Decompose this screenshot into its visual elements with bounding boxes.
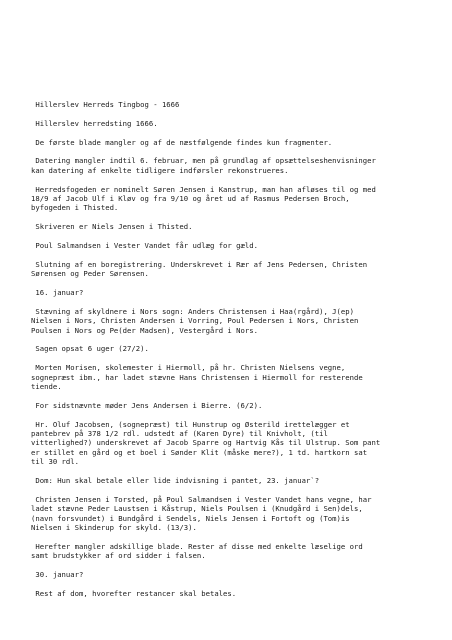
text-paragraph (31, 401, 431, 410)
text-line: Datering mangler indtil 6. februar, men på grundlag af opsættelseshenvisninger (31, 156, 376, 166)
document-page (31, 100, 431, 608)
text-paragraph (31, 222, 431, 231)
text-line: Morten Morisen, skolemester i Hiermoll, på hr. Christen Nielsens vegne, (31, 363, 346, 373)
text-line: kan datering af enkelte tidligere indførsler rekonstrueres. (31, 165, 289, 175)
text-paragraph (31, 241, 431, 250)
text-line: Poulsen i Nors og Pe(der Madsen), Vestergård i Nors. (31, 325, 258, 335)
text-line: Stævning af skyldnere i Nors sogn: Anders Christensen i Haa(rgård), J(ep) (31, 306, 355, 316)
text-line: byfogeden i Thisted. (31, 203, 119, 213)
text-line: De første blade mangler og af de næstfølgende findes kun fragmenter. (31, 137, 333, 147)
text-line: Nielsen i Nors, Christen Andersen i Vorring, Poul Pedersen i Nors, Christen (31, 316, 359, 326)
text-line: Sagen opsat 6 uger (27/2). (31, 344, 149, 354)
text-paragraph (31, 138, 431, 147)
text-line: sognepræst ibm., har ladet stævne Hans Christensen i Hiermoll for resterende (31, 372, 363, 382)
text-paragraph (31, 476, 431, 485)
text-line: 16. januar? (31, 288, 84, 297)
text-line: ladet stævne Peder Laustsen i Kåstrup, Niels Poulsen i (Knudgård i Sen)dels, (31, 504, 363, 514)
text-line: Hillerslev Herreds Tingbog - 1666 (31, 100, 180, 109)
text-line: Hr. Oluf Jacobsen, (sognepræst) til Hunstrup og Østerild irettelægger et (31, 419, 350, 429)
text-paragraph (31, 363, 431, 391)
text-paragraph (31, 100, 431, 109)
text-line: Herefter mangler adskillige blade. Rester af disse med enkelte læselige ord (31, 541, 363, 551)
text-line: tiende. (31, 382, 62, 392)
text-line: Sørensen og Peder Sørensen. (31, 269, 149, 279)
text-line: For sidstnævnte møder Jens Andersen i Bierre. (6/2). (31, 400, 263, 410)
text-line: Rest af dom, hvorefter restancer skal betales. (31, 588, 237, 598)
text-paragraph (31, 344, 431, 353)
text-line: (navn forsvundet) i Bundgård i Sendels, Niels Jensen i Fortoft og (Tom)is (31, 513, 350, 523)
text-line: er stillet en gård og et boel i Sønder Klit (måske mere?), 1 td. hartkorn sat (31, 447, 368, 457)
text-line: Skriveren er Niels Jensen i Thisted. (31, 222, 193, 232)
text-paragraph (31, 495, 431, 533)
text-line: vitterlighed?) underskrevet af Jacob Sparre og Hartvig Kås til Ulstrup. Som pant (31, 438, 381, 448)
text-paragraph (31, 156, 431, 175)
text-paragraph (31, 185, 431, 213)
text-line: Dom: Hun skal betale eller lide indvisning i pantet, 23. januar`? (31, 476, 320, 486)
text-paragraph (31, 589, 431, 598)
text-paragraph (31, 542, 431, 561)
text-line: Herredsfogeden er nominelt Søren Jensen i Kanstrup, man han afløses til og med (31, 184, 376, 194)
text-line: til 30 rdl. (31, 457, 80, 467)
text-paragraph (31, 420, 431, 467)
text-line: 30. januar? (31, 570, 84, 580)
text-paragraph (31, 260, 431, 279)
text-line: Slutning af en boregistrering. Underskrevet i Rær af Jens Pedersen, Christen (31, 259, 368, 269)
text-line: pantebrev på 378 1/2 rdl. udstedt af (Karen Dyre) til Knivholt, (til (31, 429, 328, 439)
text-line: 18/9 af Jacob Ulf i Kløv og fra 9/10 og året ud af Rasmus Pedersen Broch, (31, 194, 350, 203)
text-paragraph (31, 307, 431, 335)
text-line: Hillerslev herredsting 1666. (31, 118, 158, 128)
text-line: Christen Jensen i Torsted, på Poul Salmandsen i Vester Vandet hans vegne, har (31, 494, 372, 504)
text-paragraph (31, 119, 431, 128)
text-paragraph (31, 570, 431, 579)
text-line: Poul Salmandsen i Vester Vandet får udlæg for gæld. (31, 241, 258, 250)
text-line: samt brudstykker af ord sidder i falsen. (31, 551, 206, 561)
text-paragraph (31, 288, 431, 297)
text-line: Nielsen i Skinderup for skyld. (13/3). (31, 523, 197, 533)
